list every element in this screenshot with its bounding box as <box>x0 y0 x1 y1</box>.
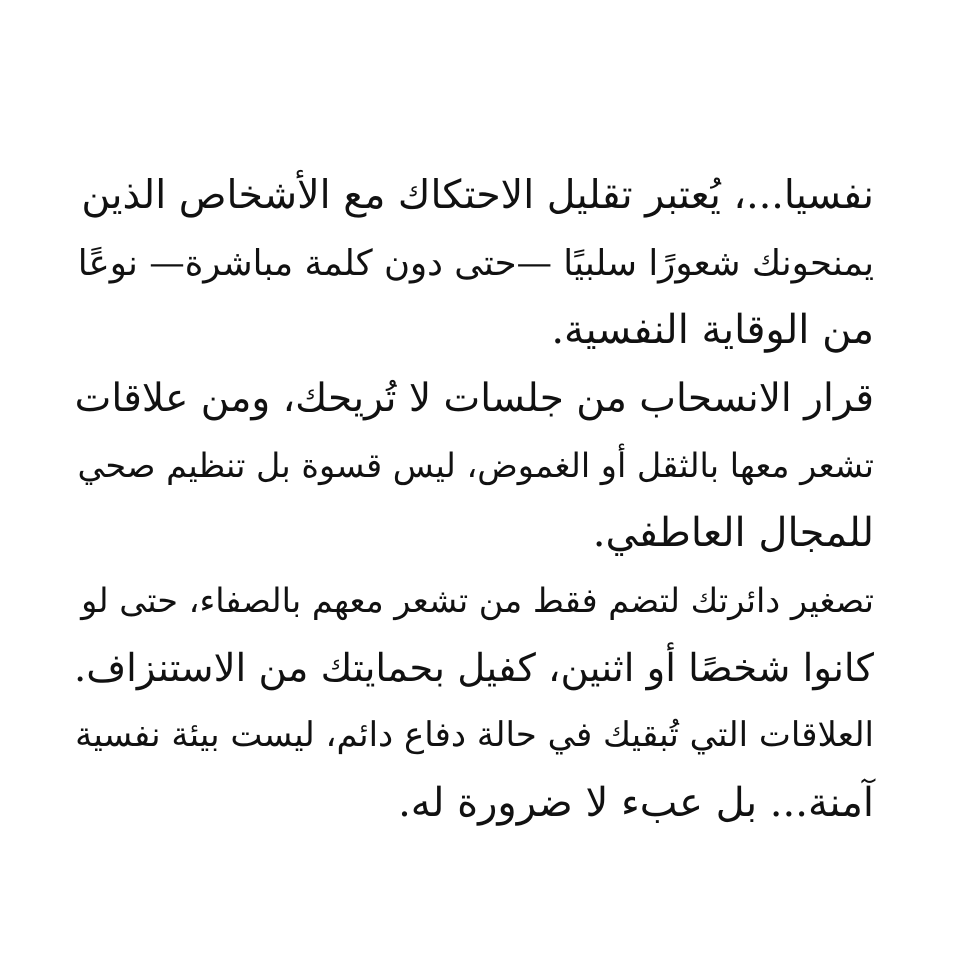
text-line: تشعر معها بالثقل أو الغموض، ليس قسوة بل تنظيم صحي <box>77 446 874 485</box>
text-line: تصغير دائرتك لتضم فقط من تشعر معهم بالصفاء، حتى لو <box>81 581 874 620</box>
text-line: كانوا شخصًا أو اثنين، كفيل بحمايتك من الاستنزاف. <box>73 645 874 691</box>
paragraph-3 <box>74 567 874 702</box>
text-line: العلاقات التي تُبقيك في حالة دفاع دائم، ليست بيئة نفسية <box>75 715 874 755</box>
paragraph-2 <box>74 365 874 568</box>
paragraph-4 <box>74 702 874 837</box>
text-block <box>74 162 874 837</box>
text-line: آمنة... بل عبء لا ضرورة له. <box>398 779 874 826</box>
text-line: يمنحونك شعورًا سلبيًا —حتى دون كلمة مباشرة— نوعًا <box>77 242 874 284</box>
text-line: للمجال العاطفي. <box>592 509 874 556</box>
text-line: من الوقاية النفسية. <box>551 307 874 353</box>
paragraph-1 <box>74 162 874 365</box>
text-line: نفسيا...، يُعتبر تقليل الاحتكاك مع الأشخاص الذين <box>81 172 874 218</box>
text-line: قرار الانسحاب من جلسات لا تُريحك، ومن علاقات <box>74 375 874 421</box>
